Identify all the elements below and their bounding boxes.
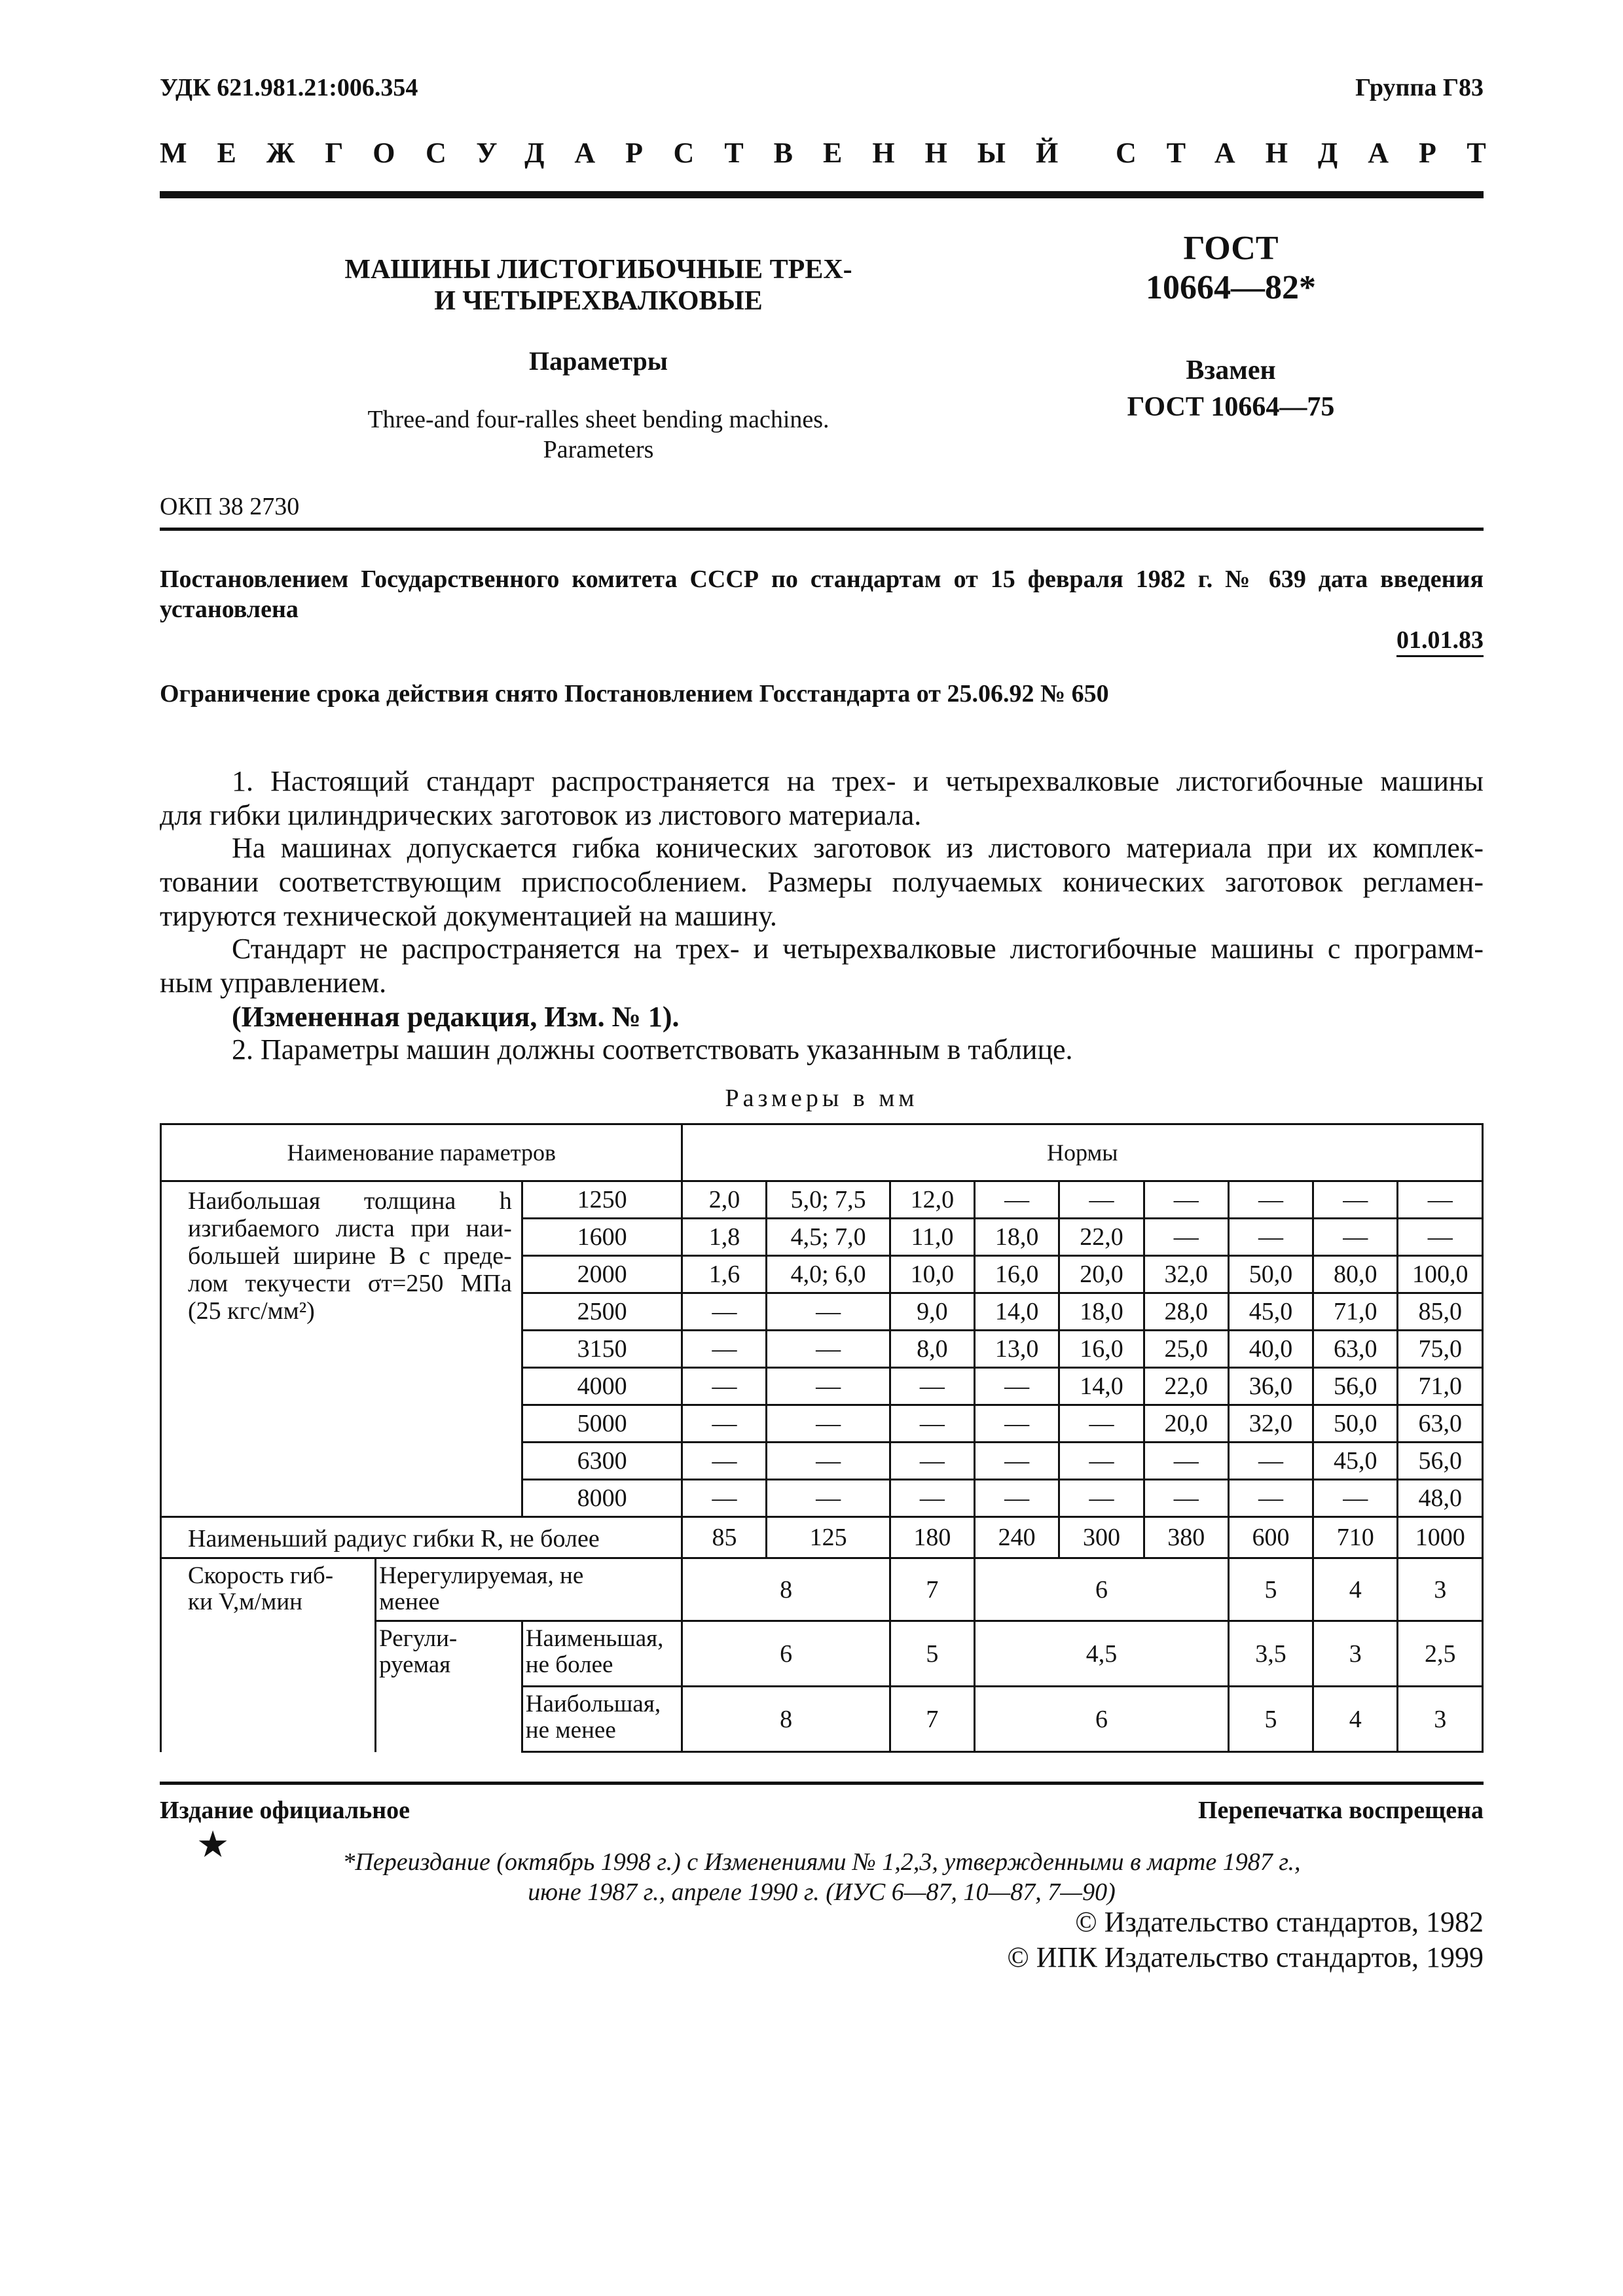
thickness-value: 71,0	[1398, 1368, 1483, 1405]
thickness-value: 16,0	[975, 1256, 1059, 1293]
thickness-value: 8,0	[890, 1331, 974, 1368]
thickness-value: —	[682, 1480, 767, 1517]
title-line-1: МАШИНЫ ЛИСТОГИБОЧНЫЕ ТРЕХ-	[344, 255, 852, 285]
thickness-rows	[161, 1181, 1483, 1517]
thickness-value: 12,0	[890, 1181, 974, 1219]
sheet-width: 4000	[522, 1368, 682, 1405]
thickness-value: —	[682, 1293, 767, 1331]
thickness-value: —	[975, 1368, 1059, 1405]
introduction-date	[1287, 626, 1484, 655]
sheet-width: 8000	[522, 1480, 682, 1517]
unregulated-value: 3	[1398, 1558, 1483, 1621]
thickness-value: —	[1228, 1219, 1313, 1256]
thickness-value: —	[1059, 1480, 1144, 1517]
thickness-value: 4,0; 6,0	[767, 1256, 890, 1293]
replaces-block	[1074, 352, 1388, 425]
thickness-value: —	[767, 1368, 890, 1405]
thickness-value: 63,0	[1398, 1405, 1483, 1443]
paragraph-2	[160, 831, 1484, 933]
paragraph-1-line-2: для гибки цилиндрических заготовок из листового материала.	[160, 799, 922, 831]
gost-label: ГОСТ	[1183, 230, 1279, 267]
thickness-value: —	[1398, 1181, 1483, 1219]
thickness-value: —	[1228, 1480, 1313, 1517]
unregulated-value: 4	[1313, 1558, 1398, 1621]
max-speed-value: 7	[890, 1687, 974, 1752]
min-speed-value: 6	[682, 1621, 890, 1687]
thickness-value: —	[890, 1443, 974, 1480]
paragraph-1	[160, 764, 1484, 833]
decree-text	[160, 564, 1484, 624]
thickness-value: 50,0	[1228, 1256, 1313, 1293]
thickness-value: 36,0	[1228, 1368, 1313, 1405]
min-speed-value: 4,5	[975, 1621, 1229, 1687]
speed-label	[161, 1558, 376, 1752]
decree-line-2: установлена	[160, 596, 299, 623]
copyright-2: © ИПК Издательство стандартов, 1999	[1007, 1941, 1484, 1973]
header-rule	[160, 191, 1484, 198]
thickness-value: 18,0	[1059, 1293, 1144, 1331]
radius-value: 125	[767, 1517, 890, 1558]
thickness-value: 20,0	[1144, 1405, 1228, 1443]
paragraph-2-line-3: тируются технической документацией на машину.	[160, 900, 777, 932]
thickness-value: 20,0	[1059, 1256, 1144, 1293]
max-speed-label-line-2: не менее	[525, 1717, 616, 1744]
thickness-value: 32,0	[1144, 1256, 1228, 1293]
thickness-value: —	[975, 1181, 1059, 1219]
title-line-2: И ЧЕТЫРЕХВАЛКОВЫЕ	[434, 286, 763, 316]
thickness-value: 5,0; 7,5	[767, 1181, 890, 1219]
thickness-value: 14,0	[975, 1293, 1059, 1331]
radius-value: 380	[1144, 1517, 1228, 1558]
thickness-value: —	[1313, 1219, 1398, 1256]
sheet-width: 2000	[522, 1256, 682, 1293]
thickness-value: 11,0	[890, 1219, 974, 1256]
speed-label-line-1: Скорость гиб-	[188, 1562, 334, 1589]
thickness-value: 22,0	[1144, 1368, 1228, 1405]
min-speed-label-line-2: не более	[525, 1651, 613, 1678]
thickness-label-line: Наибольшая толщина h	[188, 1187, 512, 1215]
reissue-line-1: *Переиздание (октябрь 1998 г.) с Изменениями № 1,2,3, утвержденными в марте 1987 г.,	[342, 1848, 1301, 1876]
thickness-value: —	[975, 1480, 1059, 1517]
thickness-value: 2,0	[682, 1181, 767, 1219]
parameters-table	[160, 1123, 1484, 1753]
paragraph-1-line-1: 1. Настоящий стандарт распространяется на трех- и четырехвалковые листогибочные машины	[232, 765, 1484, 797]
thickness-row	[161, 1181, 1483, 1219]
thickness-value: —	[767, 1405, 890, 1443]
amendment-note-text: (Измененная редакция, Изм. № 1).	[232, 1001, 680, 1033]
unregulated-label-line-2: менее	[379, 1588, 440, 1615]
standard-subtitle: Параметры	[529, 346, 668, 376]
thickness-value: 75,0	[1398, 1331, 1483, 1368]
paragraph-2-line-2: товании соответствующим приспособлением. Размеры получаемых конических заготовок регламен-	[160, 866, 1484, 898]
official-edition: Издание официальное	[160, 1797, 410, 1824]
sheet-width: 5000	[522, 1405, 682, 1443]
udk-code: УДК 621.981.21:006.354	[160, 74, 418, 101]
min-speed-label	[522, 1621, 682, 1687]
thickness-value: 28,0	[1144, 1293, 1228, 1331]
unregulated-value: 6	[975, 1558, 1229, 1621]
thickness-value: —	[890, 1368, 974, 1405]
thickness-value: —	[1313, 1181, 1398, 1219]
header-parameters: Наименование параметров	[161, 1124, 682, 1181]
sheet-width: 2500	[522, 1293, 682, 1331]
paragraph-3	[160, 932, 1484, 1000]
thickness-value: —	[890, 1405, 974, 1443]
paragraph-3-line-1: Стандарт не распространяется на трех- и четырехвалковые листогибочные машины с программ-	[232, 933, 1484, 965]
radius-value: 300	[1059, 1517, 1144, 1558]
sheet-width: 3150	[522, 1331, 682, 1368]
banner-left: МЕЖГОСУДАРСТВЕННЫЙ	[160, 137, 1089, 169]
thickness-value: —	[890, 1480, 974, 1517]
thickness-value: 22,0	[1059, 1219, 1144, 1256]
speed-label-line-2: ки V,м/мин	[188, 1588, 302, 1615]
paragraph-4-text: 2. Параметры машин должны соответствовать указанным в таблице.	[232, 1033, 1073, 1066]
thickness-value: 45,0	[1313, 1443, 1398, 1480]
max-speed-value: 6	[975, 1687, 1229, 1752]
thickness-value: 45,0	[1228, 1293, 1313, 1331]
thickness-value: —	[975, 1405, 1059, 1443]
reprint-notice: Перепечатка воспрещена	[1197, 1797, 1484, 1824]
thickness-value: 13,0	[975, 1331, 1059, 1368]
min-speed-label-line-1: Наименьшая,	[525, 1625, 664, 1652]
thickness-value: 56,0	[1398, 1443, 1483, 1480]
table-caption: Размеры в мм	[725, 1085, 919, 1112]
copyright-block	[960, 1905, 1484, 1975]
paragraph-3-line-2: ным управлением.	[160, 967, 387, 999]
thickness-value: —	[767, 1331, 890, 1368]
regulated-label-line-2: руемая	[379, 1651, 451, 1678]
copyright-1: © Издательство стандартов, 1982	[1075, 1906, 1484, 1938]
thickness-value: 71,0	[1313, 1293, 1398, 1331]
thickness-value: 18,0	[975, 1219, 1059, 1256]
sheet-width: 6300	[522, 1443, 682, 1480]
thickness-value: 48,0	[1398, 1480, 1483, 1517]
thickness-value: —	[682, 1405, 767, 1443]
radius-value: 600	[1228, 1517, 1313, 1558]
min-speed-value: 2,5	[1398, 1621, 1483, 1687]
thickness-value: —	[1398, 1219, 1483, 1256]
thickness-value: —	[1059, 1405, 1144, 1443]
radius-label: Наименьший радиус гибки R, не более	[161, 1517, 682, 1558]
english-title-line-2: Parameters	[543, 436, 654, 463]
thickness-value: 9,0	[890, 1293, 974, 1331]
thickness-value: —	[767, 1443, 890, 1480]
radius-value: 85	[682, 1517, 767, 1558]
introduction-date-value: 01.01.83	[1396, 626, 1484, 657]
sheet-width: 1250	[522, 1181, 682, 1219]
max-speed-value: 5	[1228, 1687, 1313, 1752]
thickness-value: —	[682, 1443, 767, 1480]
thickness-value: 50,0	[1313, 1405, 1398, 1443]
max-speed-value: 4	[1313, 1687, 1398, 1752]
radius-value: 240	[975, 1517, 1059, 1558]
limitation-text: Ограничение срока действия снято Постановлением Госстандарта от 25.06.92 № 650	[160, 680, 1109, 708]
okp-code: ОКП 38 2730	[160, 493, 300, 520]
reissue-line-2: июне 1987 г., апреле 1990 г. (ИУС 6—87, 10—87, 7—90)	[528, 1878, 1116, 1906]
thickness-value: —	[682, 1331, 767, 1368]
max-speed-value: 3	[1398, 1687, 1483, 1752]
thickness-value: 100,0	[1398, 1256, 1483, 1293]
thickness-value: —	[1313, 1480, 1398, 1517]
thickness-value: —	[767, 1480, 890, 1517]
reissue-note	[160, 1847, 1484, 1907]
max-speed-value: 8	[682, 1687, 890, 1752]
thickness-value: 40,0	[1228, 1331, 1313, 1368]
decree-line-1: Постановлением Государственного комитета СССР по стандартам от 15 февраля 1982 г. № 639 дата введения	[160, 565, 1484, 593]
thickness-value: 80,0	[1313, 1256, 1398, 1293]
amendment-note	[160, 1000, 1484, 1034]
thickness-value: 16,0	[1059, 1331, 1144, 1368]
thickness-value: 56,0	[1313, 1368, 1398, 1405]
radius-value: 180	[890, 1517, 974, 1558]
thickness-value: —	[1144, 1443, 1228, 1480]
thickness-label-line: большей ширине B с преде-	[188, 1242, 512, 1270]
group-code: Группа Г83	[1355, 74, 1484, 101]
max-speed-label	[522, 1687, 682, 1752]
thickness-label	[161, 1181, 522, 1517]
thickness-value: —	[1144, 1181, 1228, 1219]
english-title-line-1: Three-and four-ralles sheet bending machines.	[367, 406, 830, 433]
thickness-label-line: лом текучести σт=250 МПа	[188, 1270, 512, 1297]
footer-rule	[160, 1782, 1484, 1785]
thickness-value: 1,8	[682, 1219, 767, 1256]
unregulated-value: 7	[890, 1558, 974, 1621]
gost-number: 10664—82*	[1146, 269, 1316, 306]
thickness-value: 63,0	[1313, 1331, 1398, 1368]
paragraph-4	[160, 1033, 1484, 1067]
max-speed-label-line-1: Наибольшая,	[525, 1691, 661, 1717]
english-title	[160, 404, 1037, 465]
replaces-label: Взамен	[1186, 355, 1276, 386]
thickness-value: —	[1059, 1181, 1144, 1219]
header-norms: Нормы	[682, 1124, 1483, 1181]
min-speed-value: 3,5	[1228, 1621, 1313, 1687]
regulated-label	[376, 1621, 522, 1752]
thickness-label-line: (25 кгс/мм²)	[188, 1297, 315, 1325]
unregulated-label-line-1: Нерегулируемая, не	[379, 1562, 584, 1589]
thickness-value: 4,5; 7,0	[767, 1219, 890, 1256]
thickness-value: —	[1228, 1181, 1313, 1219]
thickness-value: —	[1228, 1443, 1313, 1480]
thickness-value: —	[682, 1368, 767, 1405]
star-icon: ★	[196, 1823, 230, 1866]
thickness-value: 32,0	[1228, 1405, 1313, 1443]
unregulated-value: 5	[1228, 1558, 1313, 1621]
thickness-label-line: изгибаемого листа при наи-	[188, 1215, 512, 1242]
replaces-number: ГОСТ 10664—75	[1127, 392, 1335, 422]
unregulated-label	[376, 1558, 682, 1621]
thickness-value: 14,0	[1059, 1368, 1144, 1405]
thickness-value: 1,6	[682, 1256, 767, 1293]
regulated-label-line-1: Регули-	[379, 1625, 458, 1652]
title-rule	[160, 528, 1484, 531]
thickness-value: —	[975, 1443, 1059, 1480]
thickness-value: 85,0	[1398, 1293, 1483, 1331]
standard-title	[160, 254, 1037, 317]
thickness-value: —	[1059, 1443, 1144, 1480]
unregulated-value: 8	[682, 1558, 890, 1621]
radius-value: 710	[1313, 1517, 1398, 1558]
gost-designation	[1074, 229, 1388, 308]
min-speed-value: 5	[890, 1621, 974, 1687]
thickness-value: 10,0	[890, 1256, 974, 1293]
thickness-value: 25,0	[1144, 1331, 1228, 1368]
thickness-value: —	[767, 1293, 890, 1331]
sheet-width: 1600	[522, 1219, 682, 1256]
min-speed-value: 3	[1313, 1621, 1398, 1687]
banner-right: СТАНДАРТ	[1116, 137, 1516, 169]
thickness-value: —	[1144, 1480, 1228, 1517]
radius-value: 1000	[1398, 1517, 1483, 1558]
paragraph-2-line-1: На машинах допускается гибка конических заготовок из листового материала при их комплек-	[232, 832, 1484, 864]
thickness-value: —	[1144, 1219, 1228, 1256]
